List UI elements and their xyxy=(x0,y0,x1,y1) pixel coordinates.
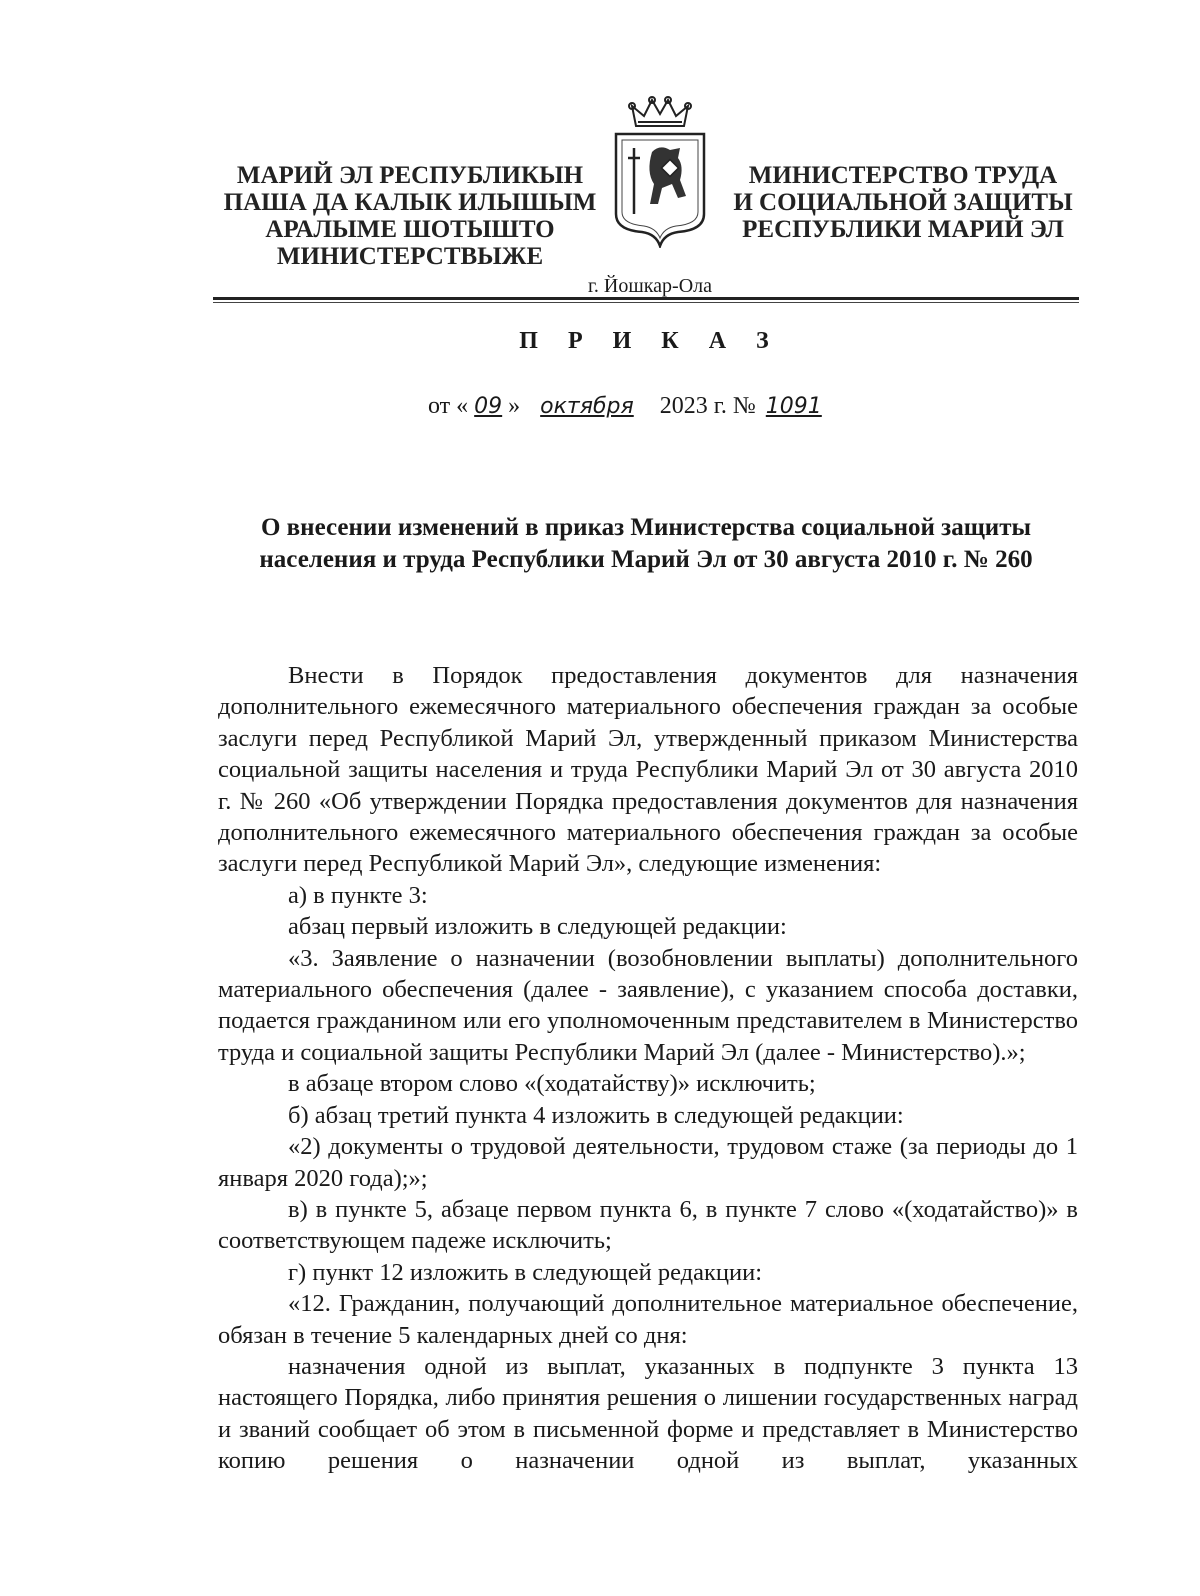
paragraph: назначения одной из выплат, указанных в подпункте 3 пункта 13 настоящего Порядка, либо принятия решения о лишении государственных наград и званий сообщает об этом в письменной форме и представляет в Министерство копию решения о назначении одной из выплат, указанных xyxy=(218,1352,1078,1475)
title-line: О внесении изменений в приказ Министерства социальной защиты xyxy=(260,514,1032,541)
paragraph: «3. Заявление о назначении (возобновлении выплаты) дополнительного материального обеспечения (далее - заявление), с указанием способа доставки, подается гражданином или его уполномоченным представителем в Министерство труда и социальной защиты Республики Марий Эл (далее - Министерство).»; xyxy=(218,944,1078,1066)
paragraph: б) абзац третий пункта 4 изложить в следующей редакции: xyxy=(288,1101,904,1129)
title-line: населения и труда Республики Марий Эл от 30 августа 2010 г. № 260 xyxy=(259,546,1033,573)
coat-of-arms-icon xyxy=(608,96,712,248)
header-left-line: ПАША ДА КАЛЫК ИЛЫШЫМ xyxy=(223,189,597,216)
paragraph: Внести в Порядок предоставления документов для назначения дополнительного ежемесячного материального обеспечения граждан за особые заслуги перед Республикой Марий Эл, утвержденный приказом Министерства социальной защиты населения и труда Республики Марий Эл от 30 августа 2010 г. № 260 «Об утверждении Порядка предоставления документов для назначения дополнительного ежемесячного материального обеспечения граждан за особые заслуги перед Республикой Марий Эл», следующие изменения: xyxy=(218,662,1078,878)
document-title xyxy=(213,512,1079,576)
paragraph: а) в пункте 3: xyxy=(288,881,428,909)
document-type: П Р И К А З xyxy=(519,328,781,354)
header-left xyxy=(215,162,605,270)
date-month: октября xyxy=(540,394,634,419)
paragraph: г) пункт 12 изложить в следующей редакции: xyxy=(288,1258,763,1286)
paragraph: в абзаце втором слово «(ходатайству)» исключить; xyxy=(288,1070,816,1098)
paragraph: абзац первый изложить в следующей редакции: xyxy=(288,913,787,941)
header-right xyxy=(728,162,1078,243)
date-day: 09 xyxy=(474,394,503,419)
document-number: 1091 xyxy=(765,394,822,419)
header-left-line: МАРИЙ ЭЛ РЕСПУБЛИКЫН xyxy=(236,162,584,189)
date-mid: » xyxy=(508,393,521,419)
date-prefix: от « xyxy=(428,393,469,419)
city: г. Йошкар-Ола xyxy=(587,275,713,297)
paragraph: «2) документы о трудовой деятельности, трудовом стаже (за периоды до 1 января 2020 года);»; xyxy=(218,1133,1078,1192)
header-divider xyxy=(213,297,1079,300)
header-right-line: РЕСПУБЛИКИ МАРИЙ ЭЛ xyxy=(742,216,1064,243)
date-year: 2023 г. № xyxy=(659,393,756,419)
header-left-line: МИНИСТЕРСТВЫЖЕ xyxy=(276,243,544,270)
paragraph: «12. Гражданин, получающий дополнительное материальное обеспечение, обязан в течение 5 календарных дней со дня: xyxy=(218,1290,1078,1349)
document-body xyxy=(218,660,1078,1477)
header-divider-thin xyxy=(213,302,1079,303)
header-right-line: МИНИСТЕРСТВО ТРУДА xyxy=(748,162,1058,189)
paragraph: в) в пункте 5, абзаце первом пункта 6, в пункте 7 слово «(ходатайство)» в соответствующем падеже исключить; xyxy=(218,1195,1078,1255)
header-left-line: АРАЛЫМЕ ШОТЫШТО xyxy=(265,216,555,243)
date-line xyxy=(428,393,832,420)
header-right-line: И СОЦИАЛЬНОЙ ЗАЩИТЫ xyxy=(733,189,1073,216)
